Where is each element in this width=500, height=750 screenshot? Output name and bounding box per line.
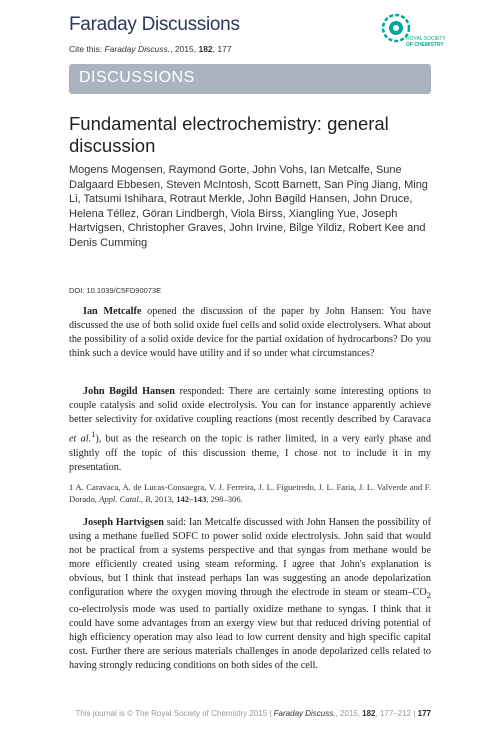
discussion-paragraph: John Bøgild Hansen responded: There are certainly some interesting options to couple catalysis and solid oxide electrolysis. You can for instance apparently achieve better selectivity for oxidative coupling reactions (most recently described by Caravaca et al.$^1$), but as the research on the topic is rather limited, in a very early phase and slightly off the topic of this discussion theme, I chose not to include it in my presentation.	[69, 386, 431, 473]
rsc-logo	[372, 6, 446, 54]
journal-name: Faraday Discussions	[69, 14, 240, 35]
section-banner	[69, 64, 431, 94]
section-label: DISCUSSIONS	[79, 69, 195, 86]
doi[interactable]: DOI: 10.1039/C5FD90073E	[69, 286, 162, 295]
author-list: Mogens Mogensen, Raymond Gorte, John Vohs, Ian Metcalfe, Sune Dalgaard Ebbesen, Steven McIntosh, Scott Barnett, San Ping Jiang, Ming Li, Tatsumi Ishihara, Rotraut Merkle, John Bøgild Hansen, John Druce, Helena Téllez, Göran Lindbergh, Viola Birss, Xiangling Yue, Joseph Hartvigsen, Christopher Graves, John Irvine, Bilge Yildiz, Robert Kee and Denis Cumming	[69, 164, 428, 249]
page-footer: This journal is © The Royal Society of Chemistry 2015 | Faraday Discuss., 2015, 182, 177–212 | 177	[75, 709, 431, 718]
logo-text-1: ROYAL SOCIETY	[406, 36, 446, 42]
article-title: Fundamental electrochemistry: general discussion	[69, 113, 389, 156]
logo-text-2: OF CHEMISTRY	[406, 42, 444, 48]
footnote: 1 A. Caravaca, A. de Lucas-Consuegra, V. J. Ferreira, J. L. Figueiredo, J. L. Faria, J. L. Valverde and F. Dorado, Appl. Catal., B, 2013, 142–143, 298–306.	[69, 482, 431, 504]
speaker-name: Joseph Hartvigsen	[83, 517, 164, 528]
discussion-paragraph: Ian Metcalfe opened the discussion of the paper by John Hansen: You have discussed the use of both solid oxide fuel cells and solid oxide electrolysers. What about the possibility of a solid oxide device for the partial oxidation of hydrocarbons? Do you think such a device would have utility and if so under what circumstances?	[69, 306, 431, 360]
discussion-paragraph: Joseph Hartvigsen said: Ian Metcalfe discussed with John Hansen the possibility of using a methane fuelled SOFC to power solid oxide electrolysis. John said that would not be practical from a systems perspective and that syngas from methane would be more efficiently created using steam reforming. I agree that John's explanation is obvious, but I think that instead perhaps Ian was suggesting an anode depolarization configuration where the oxygen moving through the electrode in steam or steam–$CO_2$ co-electrolysis mode was used to partially oxidize methane to syngas. I think that it could have some advantages from an exergy view but that reduced driving potential of high efficiency operation may also lead to low current density and high specific capital cost. Further there are serious materials challenges in anode depolarized cells related to having strongly reducing conditions on both sides of the cell.	[69, 517, 431, 671]
reference-link[interactable]: 1	[91, 429, 96, 440]
page-number: 177	[417, 709, 431, 718]
speaker-name: John Bøgild Hansen	[83, 386, 175, 397]
speaker-name: Ian Metcalfe	[83, 306, 142, 317]
citation-line: Cite this: Faraday Discuss., 2015, 182, 177	[69, 44, 232, 54]
